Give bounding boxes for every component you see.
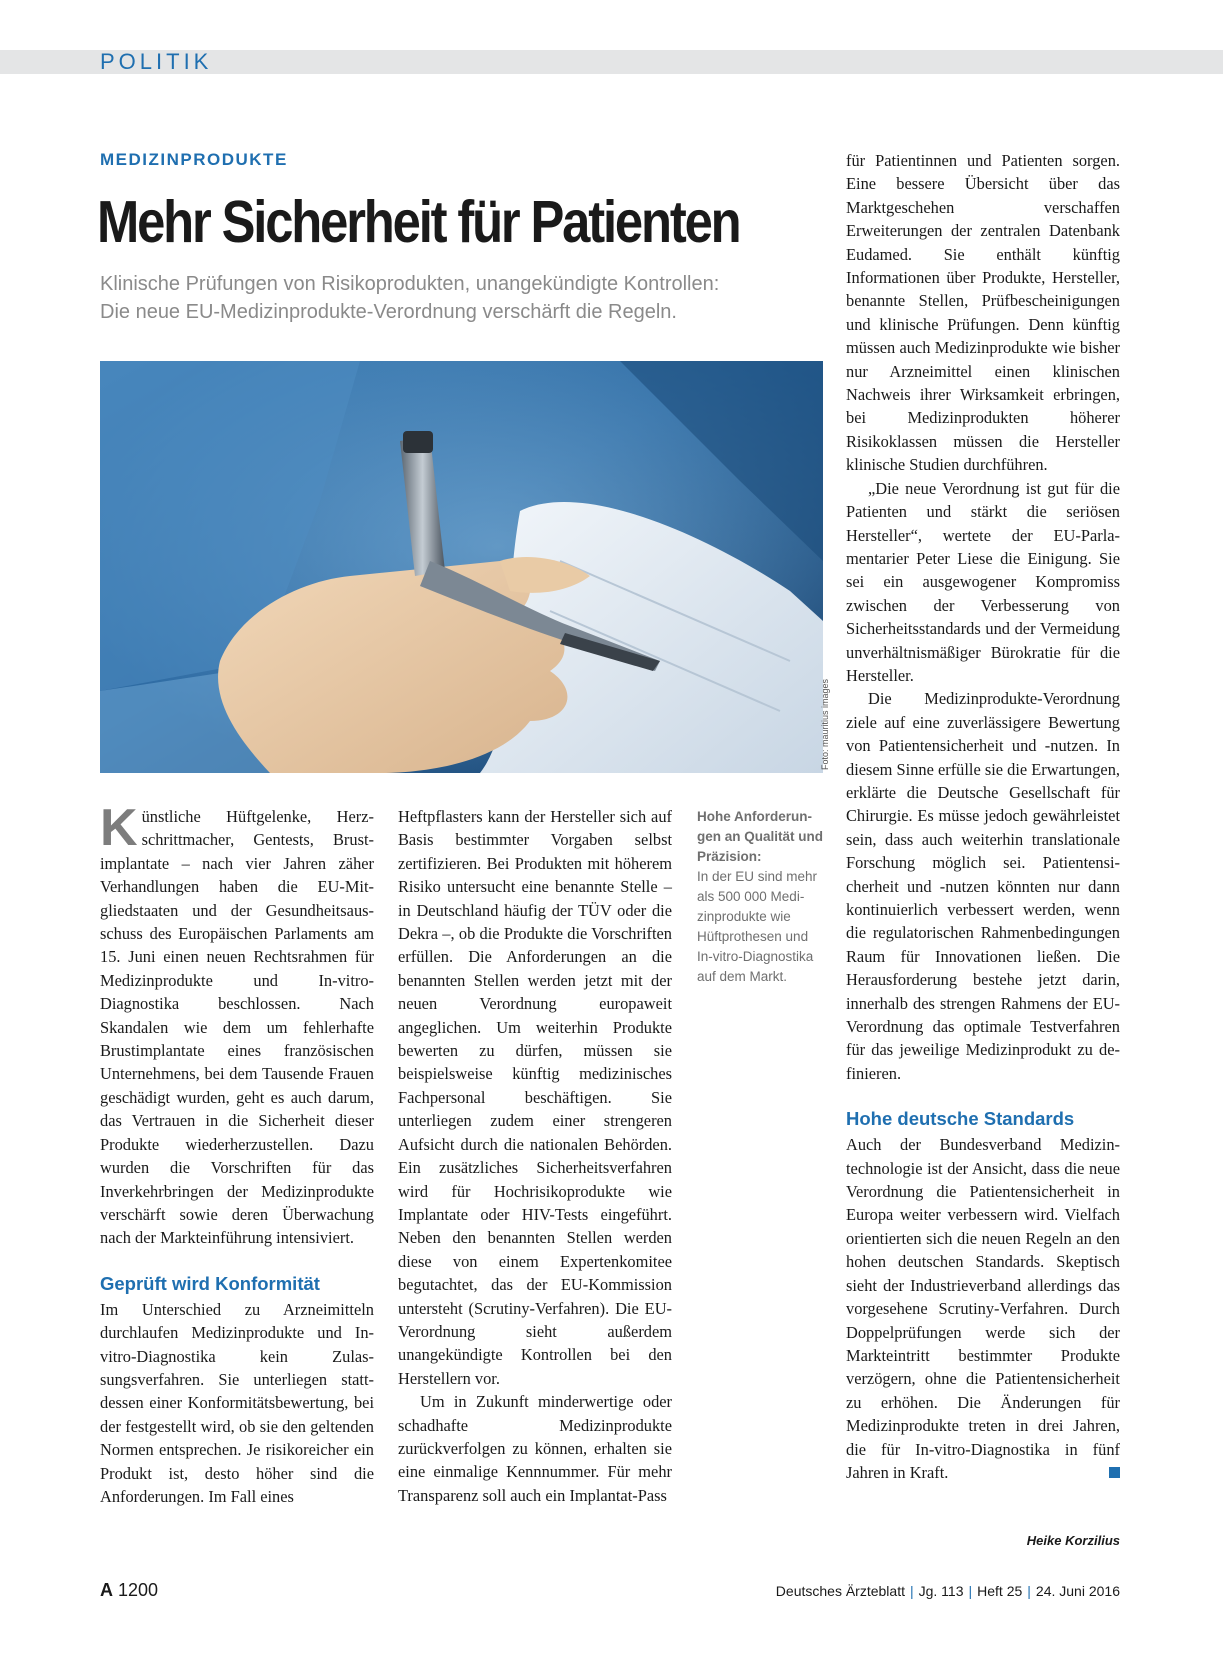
footer-separator: | (1027, 1583, 1031, 1599)
journal-date: 24. Juni 2016 (1035, 1583, 1120, 1599)
article-kicker: MEDIZINPRODUKTE (100, 150, 288, 169)
journal-issue: Heft 25 (977, 1583, 1023, 1599)
paragraph-4: „Die neue Verordnung ist gut für die Patienten und stärkt die seriösen Hersteller“, wertete der EU-Parlamentarier Peter Liese die Einigung. Sie sei ein ausgewogener Kompromiss zwischen der Verbesserung von Sicherheitsstandards und der Vermeidung unverhältnismäßiger Bürokratie für die Hersteller. (846, 478, 1120, 685)
footer-separator: | (909, 1583, 914, 1599)
journal-footer (776, 1583, 1120, 1599)
journal-volume: Jg. 113 (918, 1583, 964, 1599)
article-column-3 (846, 149, 1120, 1484)
subhead-line-1: Klinische Prüfungen von Risikoprodukten, unangekündigte Kontrollen: (100, 273, 720, 295)
dropcap: K (100, 799, 138, 857)
intro-paragraph (100, 799, 374, 1250)
paragraph-2: Im Unterschied zu Arzneimitteln durchlaufen Medizinprodukte und In-vitro-Diagnostika kein Zulassungsverfahren. Sie unterliegen stattdessen einer Konformitätsbewertung, bei der festgestellt wird, ob sie den geltenden Normen entsprechen. Je risikoreicher ein Produkt ist, desto höher sind die Anforderungen. Im Fall eines (100, 1299, 374, 1506)
paragraph-5: Die Medizinprodukte-Verordnung ziele auf eine zuverlässigere Bewertung von Patientensicherheit und -nutzen. In diesem Sinne erfülle sie die Erwartungen, erklärte die Deutsche Gesellschaft für Chirurgie. Es müsse jedoch gewährleistet sein, dass auch weiterhin translationale Forschung möglich sei. Patientensicherheit und -nutzen könnten nur dann kontinuierlich verbessert werden, wenn die regulatorischen Rahmenbedingungen Raum für Innovationen ließen. Die Herausforderung bestehe jetzt darin, innerhalb des strengen Rahmens der EU-Verordnung das optimale Testverfahren für das jeweilige Medizinprodukt zu definieren. (846, 689, 1120, 1083)
article-headline: Mehr Sicherheit für Patienten (97, 189, 740, 255)
author-byline: Heike Korzilius (1026, 1533, 1120, 1548)
paragraph-3: Um in Zukunft minderwertige oder schadhafte Medizinprodukte zurückverfolgen zu können, erhalten sie eine einmalige Kennnummer. Für mehr Transparenz soll auch ein Implantat-Pass (398, 1392, 672, 1505)
caption-title: Hohe Anforderungen an Qualität und Präzision: (697, 809, 824, 864)
footer-separator: | (968, 1583, 973, 1599)
photo-credit: Foto: mauritius images (820, 678, 830, 770)
paragraph-3-continued: für Patientinnen und Patienten sorgen. Eine bessere Übersicht über das Marktgeschehen verschaffen Erweiterungen der zentralen Datenbank Eudamed. Sie enthält künftig Informationen über Produkte, Hersteller, benannte Stellen, Prüfbescheinigungen und klinische Prüfungen. Denn künftig müssen auch Medizinprodukte wie bisher nur Arzneimittel einen klinischen Nachweis ihrer Wirksamkeit erbringen, bei Medizinprodukten höherer Risikoklassen müssen die Hersteller klinische Studien durchführen. (846, 151, 1120, 475)
subheading-standards: Hohe deutsche Standards (846, 1108, 1075, 1130)
paragraph-6 (846, 1133, 1120, 1484)
photo-caption (697, 807, 827, 987)
journal-name: Deutsches Ärzteblatt (775, 1583, 905, 1599)
paragraph-2-continued: Heftpflasters kann der Hersteller sich auf Basis bestimmter Vorgaben selbst zertifizieren. Bei Produkten mit höherem Risiko untersucht eine benannte Stelle – in Deutschland häufig der TÜV oder die Dekra –, ob die Produkte die Vorschriften erfüllen. Die Anforderungen an die benannten Stellen werden jetzt mit der neuen Verordnung europaweit angeglichen. Um weiterhin Produkte bewerten zu dürfen, müssen sie beispielsweise künftig medizinisches Fachpersonal beschäftigen. Sie unterliegen zudem einer strengeren Aufsicht durch die nationalen Behörden. Ein zusätzliches Sicherheitsverfahren wird für Hochrisikoprodukte wie Implantate oder HIV-Tests eingeführt. Neben den benannten Stellen werden diese von einem Expertenkomitee begutachtet, das der EU-Kommission untersteht (Scrutiny-Verfahren). Die EU-Verordnung sieht außerdem unangekündigte Kontrollen bei den Herstellern vor. (398, 807, 672, 1388)
subheading-konformitaet: Geprüft wird Konformität (100, 1272, 320, 1294)
article-photo (100, 361, 823, 773)
article-column-2 (398, 805, 672, 1507)
page-number (100, 1580, 158, 1601)
article-column-1 (100, 799, 374, 1508)
section-label: POLITIK (100, 49, 213, 74)
intro-text: ünstliche Hüftgelenke, Herzschrittmacher, Gentests, Brustimplantate – nach vier Jahren zäher Verhandlungen haben die EU-Mitgliedstaaten und der Gesundheitsausschuss des Europäischen Parlaments am 15. Juni einen neuen Rechtsrahmen für Medizinprodukte und In-vitro-Diagnostika beschlossen. Nach Skandalen wie dem um fehlerhafte Brustimplantate eines französischen Unternehmens, bei dem Tausende Frauen geschädigt wurden, geht es auch darum, das Vertrauen in die Sicherheit dieser Produkte wiederherzustellen. Dazu wurden die Vorschriften für das Inverkehrbringen der Medizinprodukte verschärft sowie deren Überwachung nach der Markteinführung intensiviert. (100, 807, 374, 1248)
article-subhead (100, 270, 830, 326)
subhead-line-2: Die neue EU-Medizinprodukte-Verordnung verschärft die Regeln. (100, 301, 677, 323)
page-number-value: 1200 (118, 1580, 159, 1600)
paragraph-6-text: Auch der Bundesverband Medizintechnologie ist der Ansicht, dass die neue Verordnung die Patientensicherheit in Europa weiter verbessern wird. Vielfach orientierten sich die neuen Regeln an den hohen deutschen Standards. Skeptisch sieht der Industrieverband allerdings das vorgesehene Scrutiny-Verfahren. Durch Doppelprüfungen werde sich der Markteintritt bestimmter Produkte verzögern, ohne die Patientensicherheit zu erhöhen. Die Änderungen für Medizinprodukte treten in drei Jahren, die für In-vitro-Diagnostika in fünf Jahren in Kraft. (846, 1135, 1120, 1482)
end-mark-icon (1109, 1467, 1120, 1478)
page-prefix: A (100, 1580, 113, 1600)
caption-text: In der EU sind mehr als 500 000 Medizinprodukte wie Hüftprothesen und In-vitro-Diagnostika auf dem Markt. (697, 869, 818, 984)
